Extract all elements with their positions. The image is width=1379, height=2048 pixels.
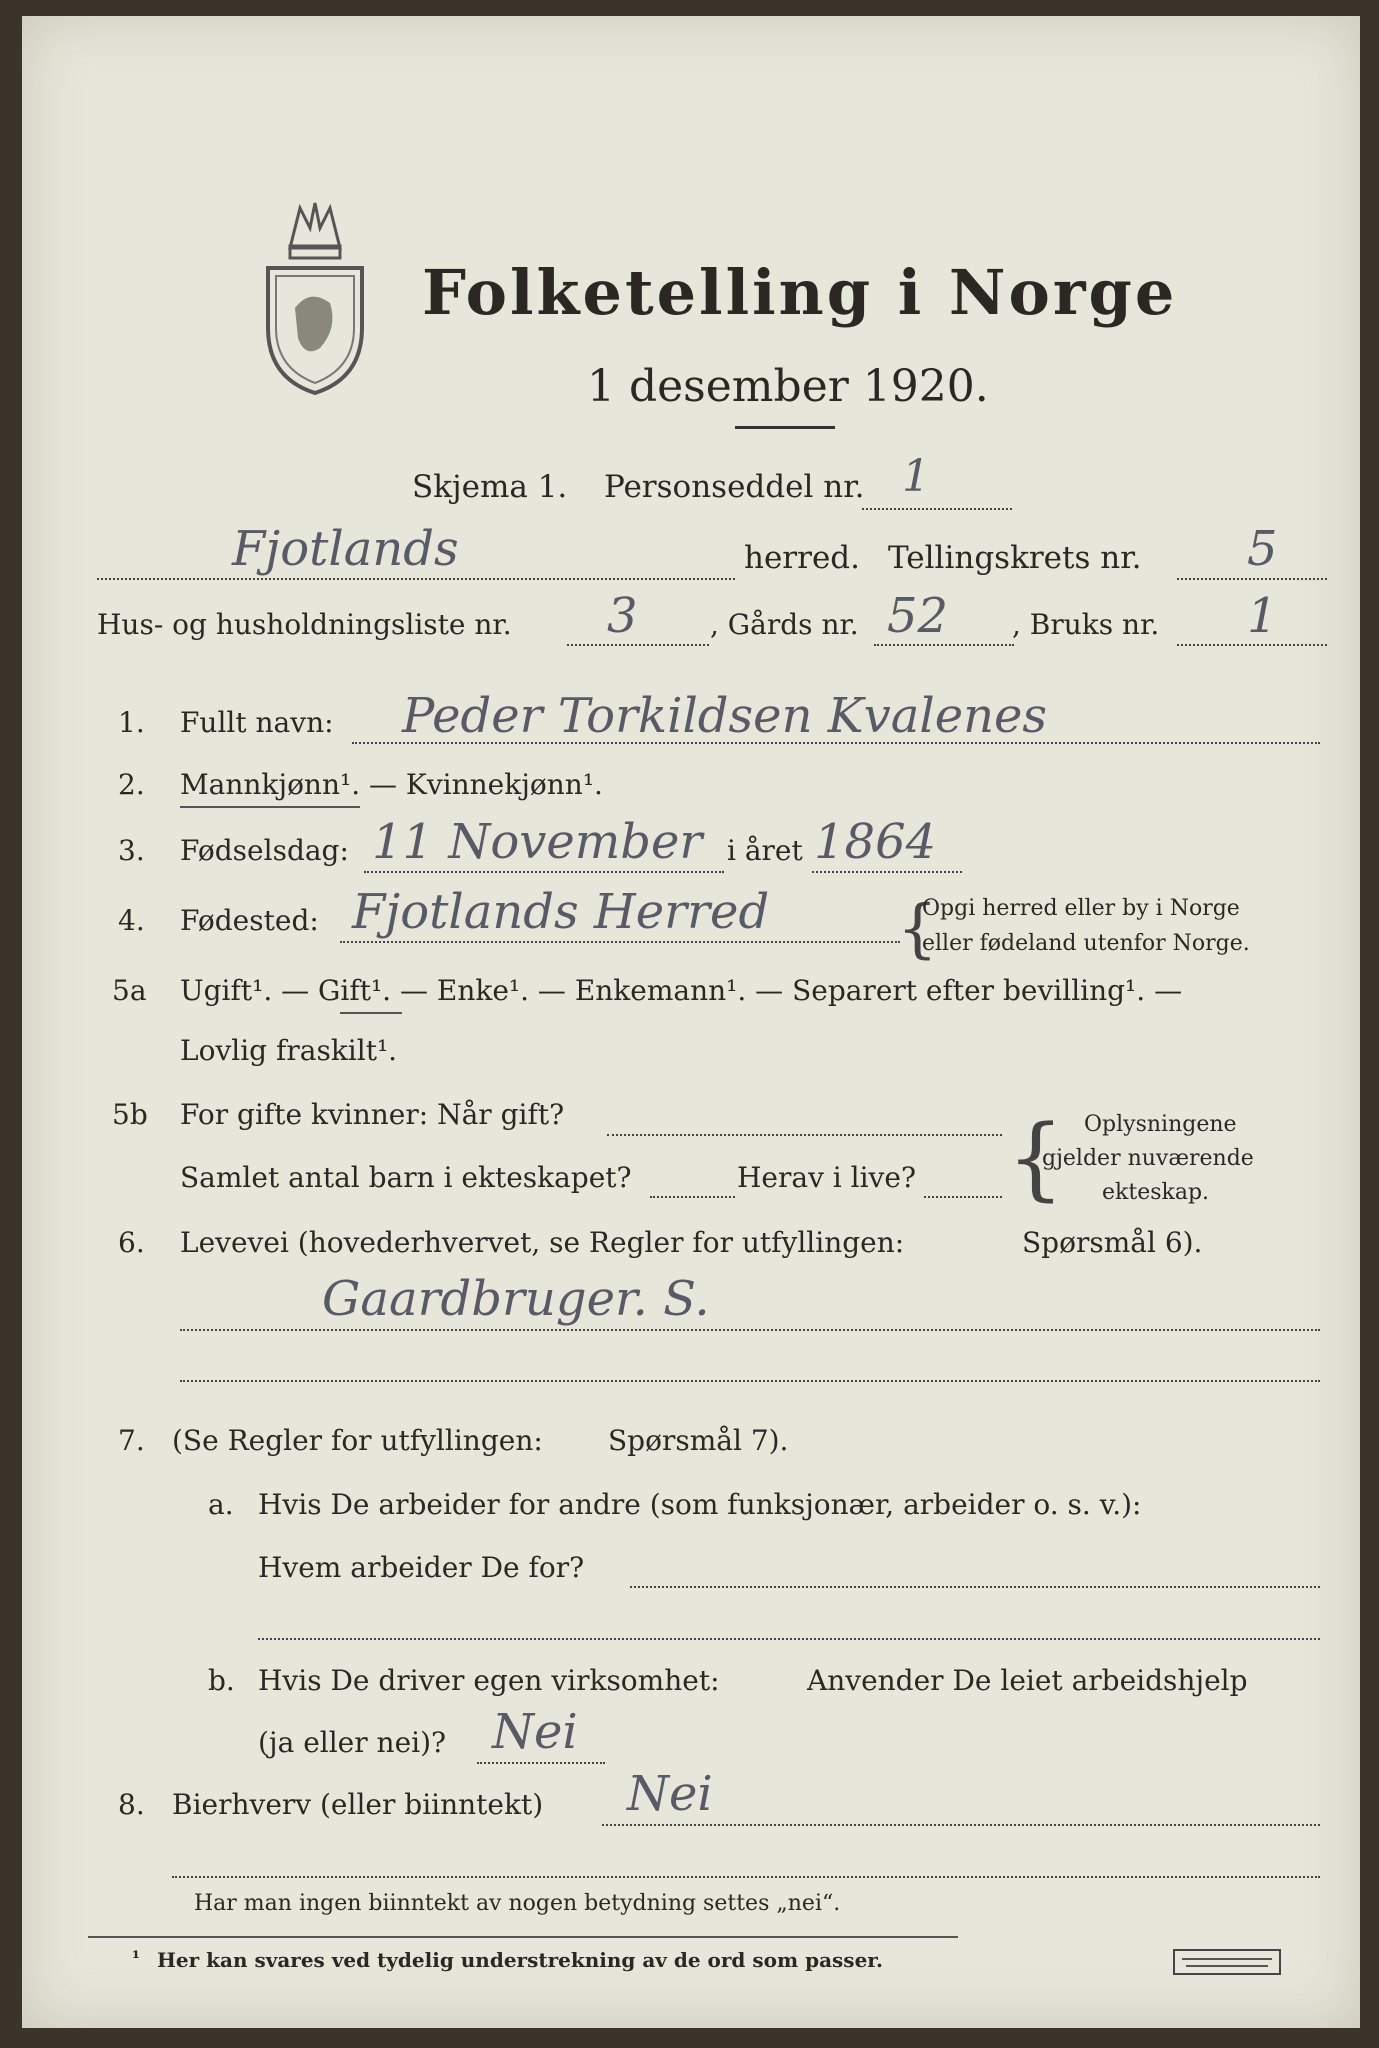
q8-answer-line1: [602, 1824, 1320, 1826]
form-title: Folketelling i Norge: [422, 256, 1178, 329]
footnote-marker: ¹: [132, 1948, 140, 1969]
q4-label: Fødested:: [180, 904, 319, 937]
q8-value[interactable]: Nei: [627, 1766, 713, 1822]
personseddel-label: Personseddel nr.: [604, 469, 865, 505]
q5a-gift-underline: [340, 1012, 402, 1014]
q3-label: Fødselsdag:: [180, 834, 349, 867]
q3-year-line: [812, 871, 962, 873]
footnote-text: Her kan svares ved tydelig understrekning av de ord som passer.: [157, 1948, 883, 1972]
herred-label: herred.: [744, 540, 860, 576]
norwegian-coat-of-arms-icon: [260, 188, 370, 398]
q2-number: 2.: [118, 768, 145, 801]
q6-answer-line1: [180, 1329, 1320, 1331]
herred-line: [97, 578, 735, 580]
title-divider: [735, 426, 835, 429]
q7a-number: a.: [208, 1488, 234, 1521]
q5b-brace: {: [1007, 1106, 1065, 1211]
husliste-line: [567, 644, 709, 646]
tellingskrets-label: Tellingskrets nr.: [888, 540, 1142, 576]
personseddel-value[interactable]: 1: [902, 451, 930, 502]
bruks-value[interactable]: 1: [1247, 588, 1278, 644]
census-form-sheet: [22, 16, 1360, 2028]
q6-reference: Spørsmål 6).: [1022, 1226, 1203, 1259]
q4-number: 4.: [118, 904, 145, 937]
q1-value[interactable]: Peder Torkildsen Kvalenes: [402, 688, 1048, 744]
q7-label: (Se Regler for utfyllingen:: [172, 1424, 543, 1457]
q5b-married-line: [607, 1134, 1002, 1136]
q4-brace: {: [897, 892, 938, 966]
q7a-answer-line1: [630, 1586, 1320, 1588]
q8-number: 8.: [118, 1788, 145, 1821]
husliste-label: Hus- og husholdningsliste nr.: [97, 608, 512, 641]
q7b-value[interactable]: Nei: [492, 1704, 578, 1760]
q3-line: [364, 871, 724, 873]
q4-value[interactable]: Fjotlands Herred: [352, 884, 770, 940]
q5b-label-alive: Herav i live?: [737, 1161, 916, 1194]
q7a-label-line1: Hvis De arbeider for andre (som funksjonær, arbeider o. s. v.):: [258, 1488, 1142, 1521]
q5b-note-line1: Oplysningene: [1084, 1112, 1237, 1137]
bruks-label: , Bruks nr.: [1012, 608, 1160, 641]
q4-note-line2: eller fødeland utenfor Norge.: [922, 931, 1250, 956]
gards-label: , Gårds nr.: [710, 608, 859, 641]
q7b-answer-line: [477, 1762, 605, 1764]
census-date: 1 desember 1920.: [587, 361, 989, 412]
q5b-alive-line: [924, 1196, 1002, 1198]
q3-number: 3.: [118, 834, 145, 867]
q7-number: 7.: [118, 1424, 145, 1457]
q5a-options-line2[interactable]: Lovlig fraskilt¹.: [180, 1034, 398, 1067]
q2-options[interactable]: Mannkjønn¹. — Kvinnekjønn¹.: [180, 768, 603, 801]
q7b-number: b.: [208, 1664, 235, 1697]
q1-number: 1.: [118, 706, 145, 739]
q5a-number: 5a: [112, 974, 147, 1007]
q6-number: 6.: [118, 1226, 145, 1259]
q8-answer-line2: [172, 1876, 1320, 1878]
herred-value[interactable]: Fjotlands: [232, 521, 459, 577]
q5b-note-line2: gjelder nuværende: [1042, 1146, 1254, 1171]
q7b-label-line2: (ja eller nei)?: [258, 1726, 447, 1759]
q3-value[interactable]: 11 November: [372, 814, 703, 870]
q7b-label-line1b: Anvender De leiet arbeidshjelp: [807, 1664, 1248, 1697]
skjema-label: Skjema 1.: [412, 469, 568, 505]
q7a-answer-line2: [258, 1638, 1320, 1640]
q6-label: Levevei (hovederhvervet, se Regler for utfyllingen:: [180, 1226, 905, 1259]
q5b-note-line3: ekteskap.: [1102, 1180, 1210, 1205]
gards-value[interactable]: 52: [887, 588, 949, 644]
q7-reference: Spørsmål 7).: [608, 1424, 789, 1457]
q2-mannkjonn-underline: [180, 806, 360, 808]
q4-line: [340, 941, 900, 943]
q8-label: Bierhverv (eller biinntekt): [172, 1788, 544, 1821]
q5b-label-children: Samlet antal barn i ekteskapet?: [180, 1161, 632, 1194]
q6-value[interactable]: Gaardbruger. S.: [322, 1271, 710, 1327]
footnote-rule: [88, 1936, 958, 1938]
gards-line: [874, 644, 1014, 646]
q5b-number: 5b: [112, 1098, 148, 1131]
q4-note-line1: Opgi herred eller by i Norge: [922, 896, 1240, 921]
q7b-label-line1: Hvis De driver egen virksomhet:: [258, 1664, 720, 1697]
printer-stamp-icon: [1172, 1948, 1282, 1976]
q7a-label-line2: Hvem arbeider De for?: [258, 1551, 585, 1584]
tellingskrets-line: [1177, 578, 1327, 580]
q3-year-value[interactable]: 1864: [814, 814, 937, 870]
q5b-label-married: For gifte kvinner: Når gift?: [180, 1098, 565, 1131]
q1-label: Fullt navn:: [180, 706, 334, 739]
q5a-options[interactable]: Ugift¹. — Gift¹. — Enke¹. — Enkemann¹. — Separert efter bevilling¹. —: [180, 974, 1183, 1007]
q5b-children-line: [650, 1196, 735, 1198]
husliste-value[interactable]: 3: [607, 588, 638, 644]
biinntekt-note: Har man ingen biinntekt av nogen betydning settes „nei“.: [194, 1891, 841, 1916]
tellingskrets-value[interactable]: 5: [1247, 521, 1278, 577]
q6-answer-line2: [180, 1380, 1320, 1382]
q3-year-label: i året: [727, 834, 803, 867]
bruks-line: [1177, 644, 1327, 646]
personseddel-line: [862, 508, 1012, 510]
